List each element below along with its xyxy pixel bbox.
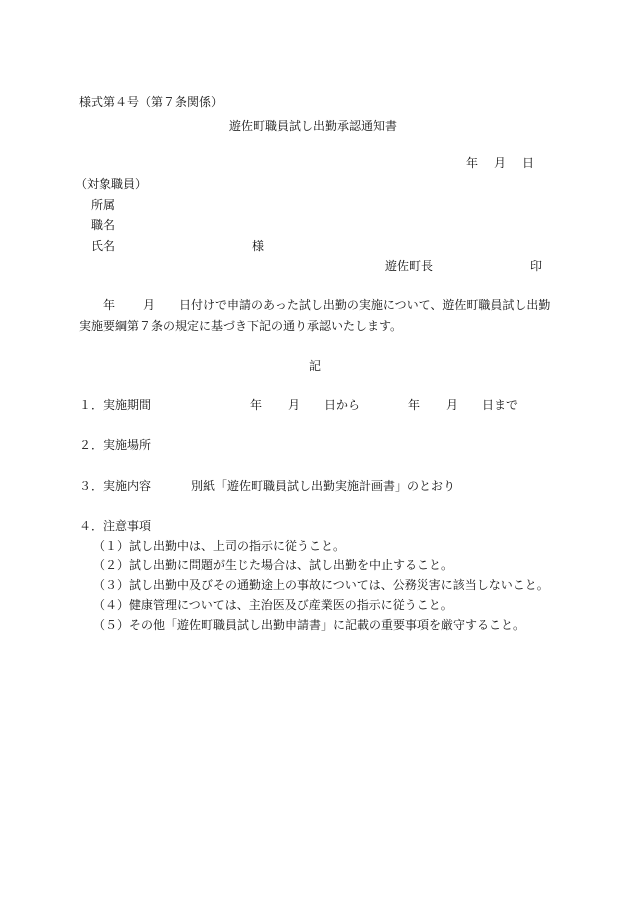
- form-number: 様式第４号（第７条関係）: [79, 95, 224, 109]
- affiliation-label: 所属: [91, 198, 116, 212]
- period-year-2: 年: [408, 398, 421, 412]
- ki-heading: 記: [309, 359, 322, 373]
- issue-date: [466, 155, 534, 171]
- notes-label: ４．注意事項: [79, 519, 152, 533]
- body-rest: 日付けで申請のあった試し出勤の実施について、遊佐町職員試し出勤: [179, 298, 551, 312]
- target-employee-label: （対象職員）: [75, 177, 148, 191]
- period-month-2: 月: [446, 398, 459, 412]
- period-dates: [250, 397, 518, 413]
- issuer-name: 遊佐町長: [385, 259, 434, 273]
- period-year-1: 年: [250, 398, 263, 412]
- seal-mark: 印: [530, 259, 543, 273]
- honorific: 様: [252, 239, 265, 253]
- period-label: １．実施期間: [79, 398, 152, 412]
- date-year: 年: [466, 156, 479, 170]
- period-day-2: 日まで: [482, 398, 519, 412]
- note-item: （５）その他「遊佐町職員試し出勤申請書」に記載の重要事項を厳守すること。: [93, 618, 526, 632]
- document-title: 遊佐町職員試し出勤承認通知書: [229, 119, 398, 133]
- period-month-1: 月: [288, 398, 301, 412]
- name-label: 氏名: [91, 239, 116, 253]
- body-month: 月: [143, 298, 156, 312]
- date-month: 月: [494, 156, 507, 170]
- place-label: ２．実施場所: [79, 438, 152, 452]
- body-text-line-2: 実施要綱第７条の規定に基づき下記の通り承認いたします。: [79, 319, 403, 333]
- note-item: （３）試し出勤中及びその通勤途上の事故については、公務災害に該当しないこと。: [93, 578, 549, 592]
- content-value: 別紙「遊佐町職員試し出勤実施計画書」のとおり: [191, 479, 456, 493]
- note-item: （４）健康管理については、主治医及び産業医の指示に従うこと。: [93, 598, 453, 612]
- body-text-line-1: [103, 297, 550, 313]
- position-label: 職名: [91, 218, 116, 232]
- date-day: 日: [522, 156, 535, 170]
- content-label: ３．実施内容: [79, 479, 152, 493]
- note-item: （１）試し出勤中は、上司の指示に従うこと。: [93, 539, 346, 553]
- note-item: （２）試し出勤に問題が生じた場合は、試し出勤を中止すること。: [93, 558, 454, 572]
- period-day-1: 日から: [324, 398, 361, 412]
- body-year: 年: [103, 298, 116, 312]
